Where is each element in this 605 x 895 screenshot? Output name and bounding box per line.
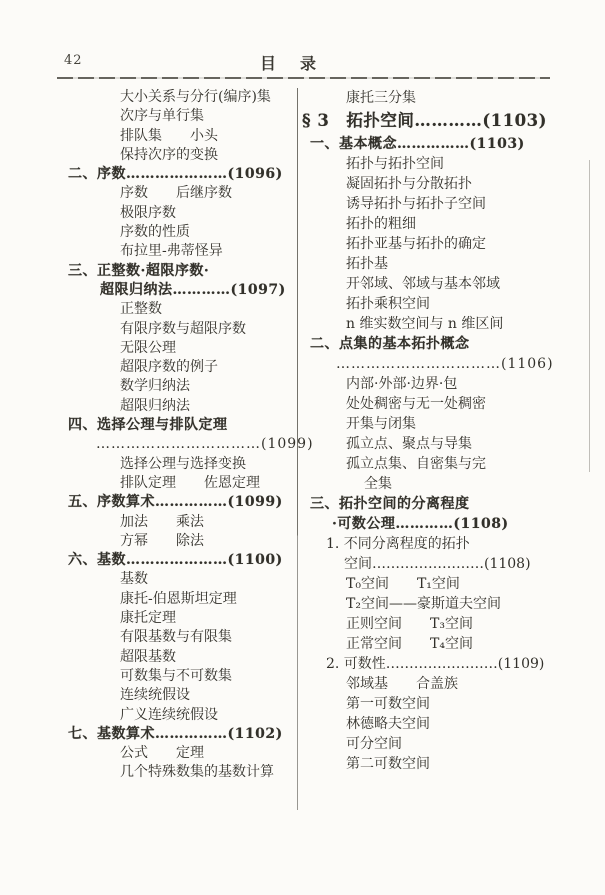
toc-entry: 大小关系与分行(编序)集 [120, 89, 271, 105]
toc-entry: 林德略夫空间 [346, 716, 430, 732]
toc-entry: 1. 不同分离程度的拓扑 [326, 536, 470, 552]
toc-entry: n 维实数空间与 n 维区间 [346, 316, 504, 332]
toc-entry: 全集 [364, 476, 392, 492]
toc-entry: 诱导拓扑与拓扑子空间 [346, 196, 486, 212]
toc-entry: 有限基数与有限集 [120, 629, 232, 646]
toc-entry: 六、基数…………………(1100) [68, 552, 283, 569]
toc-entry: 三、拓扑空间的分离程度 [310, 496, 470, 512]
toc-entry: 序数的性质 [120, 224, 190, 241]
toc-entry: 选择公理与选择变换 [120, 455, 246, 472]
toc-right-column [302, 88, 594, 774]
toc-entry: 基数 [120, 571, 148, 588]
toc-entry: 次序与单行集 [120, 108, 204, 125]
toc-entry: 有限序数与超限序数 [120, 320, 246, 337]
toc-entry: 方幂 除法 [120, 532, 204, 549]
toc-entry: 布拉里-弗蒂怪异 [120, 243, 223, 260]
toc-entry: 五、序数算术……………(1099) [68, 494, 283, 511]
header-rule [57, 77, 550, 79]
toc-entry: 一、基本概念……………(1103) [310, 136, 525, 152]
toc-entry: 第一可数空间 [346, 696, 430, 712]
toc-entry: 超限序数的例子 [120, 359, 218, 376]
toc-entry: 第二可数空间 [346, 756, 430, 772]
toc-left-column [66, 88, 314, 783]
toc-entry: 拓扑基 [346, 256, 388, 272]
toc-entry: 康托-伯恩斯坦定理 [120, 590, 237, 607]
toc-entry: 康托定理 [120, 610, 176, 627]
toc-entry: 空间……………………(1108) [344, 556, 531, 572]
toc-entry: 拓扑与拓扑空间 [346, 156, 444, 172]
toc-entry: 孤立点、聚点与导集 [346, 436, 472, 452]
toc-entry: ·可数公理…………(1108) [332, 516, 509, 532]
toc-entry: 超限归纳法 [120, 397, 190, 414]
toc-entry: 四、选择公理与排队定理 [68, 417, 228, 434]
page-title: 目 录 [260, 54, 321, 73]
toc-entry: § 3 拓扑空间…………(1103) [302, 111, 547, 130]
toc-entry: 几个特殊数集的基数计算 [120, 764, 274, 781]
toc-entry: 三、正整数·超限序数· [68, 262, 210, 279]
page-number: 42 [64, 53, 83, 68]
toc-entry: 2. 可数性……………………(1109) [326, 656, 545, 672]
toc-entry: 保持次序的变换 [120, 146, 218, 163]
toc-entry: 超限基数 [120, 648, 176, 665]
toc-entry: 连续统假设 [120, 687, 190, 704]
toc-entry: 拓扑的粗细 [346, 216, 416, 232]
toc-entry: 二、序数…………………(1096) [68, 166, 283, 183]
toc-entry: 七、基数算术……………(1102) [68, 725, 283, 742]
toc-entry: 正常空间 T₄空间 [346, 636, 473, 652]
toc-entry: 超限归纳法…………(1097) [100, 281, 286, 298]
toc-entry: ……………………………(1099) [96, 436, 314, 453]
toc-entry: 开邻域、邻域与基本邻域 [346, 276, 500, 292]
toc-entry: 正则空间 T₃空间 [346, 616, 473, 632]
toc-entry: 可数集与不可数集 [120, 667, 232, 684]
toc-entry: 数学归纳法 [120, 378, 190, 395]
toc-entry: ……………………………(1106) [336, 356, 554, 372]
toc-entry: 拓扑乘积空间 [346, 296, 430, 312]
toc-entry: 加法 乘法 [120, 513, 204, 530]
toc-entry: 极限序数 [120, 204, 176, 221]
toc-entry: 二、点集的基本拓扑概念 [310, 336, 470, 352]
toc-entry: 无限公理 [120, 339, 176, 356]
toc-entry: 可分空间 [346, 736, 402, 752]
toc-entry: T₂空间——豪斯道夫空间 [346, 596, 501, 612]
toc-entry: 开集与闭集 [346, 416, 416, 432]
toc-entry: 康托三分集 [346, 90, 416, 106]
toc-entry: 拓扑亚基与拓扑的确定 [346, 236, 486, 252]
toc-entry: 凝固拓扑与分散拓扑 [346, 176, 472, 192]
toc-entry: T₀空间 T₁空间 [346, 576, 460, 592]
toc-entry: 序数 后继序数 [120, 185, 232, 202]
toc-entry: 邻域基 合盖族 [346, 676, 458, 692]
toc-entry: 处处稠密与无一处稠密 [346, 396, 486, 412]
toc-entry: 排队定理 佐恩定理 [120, 474, 260, 491]
toc-entry: 广义连续统假设 [120, 706, 218, 723]
toc-entry: 正整数 [120, 301, 162, 318]
toc-entry: 孤立点集、自密集与完 [346, 456, 486, 472]
toc-entry: 内部·外部·边界·包 [346, 376, 458, 392]
toc-entry: 公式 定理 [120, 745, 204, 762]
toc-entry: 排队集 小头 [120, 127, 218, 144]
